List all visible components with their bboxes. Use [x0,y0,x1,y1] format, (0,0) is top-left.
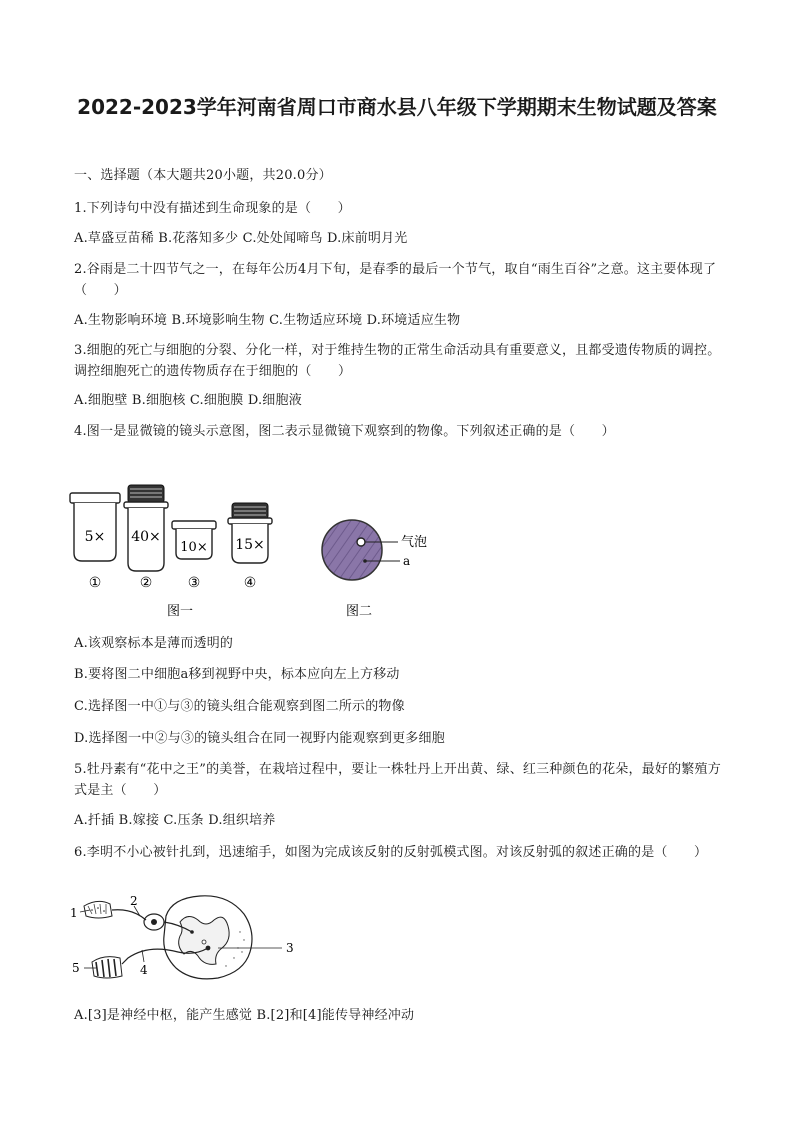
lens-3-number: ③ [187,575,201,591]
bubble-label: 气泡 [401,535,428,550]
lens-1-number: ① [88,575,102,591]
eyepiece-lens-3 [172,521,216,591]
page-title: 2022-2023学年河南省周口市商水县八年级下学期期末生物试题及答案 [77,95,717,119]
lens-3-label: 10× [180,540,208,555]
lens-4-label: 15× [235,537,265,553]
question-6-stem: 6.李明不小心被针扎到，迅速缩手，如图为完成该反射的反射弧模式图。对该反射弧的叙述正确的是（ ） [74,845,708,860]
figure-1-caption: 图一 [166,604,194,619]
effector [92,957,122,978]
question-1-options: A.草盛豆苗稀 B.花落知多少 C.处处闻啼鸟 D.床前明月光 [74,231,408,246]
objective-lens-2 [124,485,168,591]
label-1: 1 [70,906,78,920]
question-4-option-b: B.要将图二中细胞a移到视野中央，标本应向左上方移动 [74,667,400,682]
lens-1-label: 5× [84,529,106,545]
question-3-options: A.细胞壁 B.细胞核 C.细胞膜 D.细胞液 [74,393,302,408]
lens-2-label: 40× [131,529,161,545]
lens-2-number: ② [139,575,153,591]
label-3: 3 [286,941,294,955]
label-5: 5 [72,961,80,975]
question-4-stem: 4.图一是显微镜的镜头示意图，图二表示显微镜下观察到的物像。下列叙述正确的是（ ） [74,424,615,439]
question-4-option-d: D.选择图一中②与③的镜头组合在同一视野内能观察到更多细胞 [74,731,445,746]
question-4-option-a: A.该观察标本是薄而透明的 [74,636,234,651]
field-of-view [322,520,427,580]
question-5-options: A.扦插 B.嫁接 C.压条 D.组织培养 [74,813,276,828]
reflex-arc-figure [68,892,308,988]
figure-2-caption: 图二 [345,604,373,619]
question-2-options: A.生物影响环境 B.环境影响生物 C.生物适应环境 D.环境适应生物 [74,313,461,328]
question-3-stem: 3.细胞的死亡与细胞的分裂、分化一样，对于维持生物的正常生命活动具有重要意义，且都受遗传物质的调控。调控细胞死亡的遗传物质存在于细胞的（ ） [74,343,721,379]
label-2: 2 [130,894,138,908]
objective-lens-4 [228,503,272,591]
eyepiece-lens-1 [70,493,120,591]
spinal-cord [164,896,252,979]
question-6-options: A.[3]是神经中枢，能产生感觉 B.[2]和[4]能传导神经冲动 [74,1008,415,1023]
section-heading: 一、选择题（本大题共20小题，共20.0分） [74,168,332,183]
question-4-option-c: C.选择图一中①与③的镜头组合能观察到图二所示的物像 [74,699,405,714]
question-1-stem: 1.下列诗句中没有描述到生命现象的是（ ） [74,201,351,216]
cell-a-label: a [403,554,411,568]
lens-4-number: ④ [243,575,257,591]
question-2-stem: 2.谷雨是二十四节气之一，在每年公历4月下旬，是春季的最后一个节气，取自“雨生百谷”之意。这主要体现了（ ） [74,262,717,298]
microscope-figure [60,475,460,625]
question-5-stem: 5.牡丹素有“花中之王”的美誉，在栽培过程中，要让一株牡丹上开出黄、绿、红三种颜色的花朵，最好的繁殖方式是主（ ） [74,762,721,798]
receptor [84,901,112,918]
air-bubble [357,538,365,546]
label-4: 4 [140,963,148,977]
